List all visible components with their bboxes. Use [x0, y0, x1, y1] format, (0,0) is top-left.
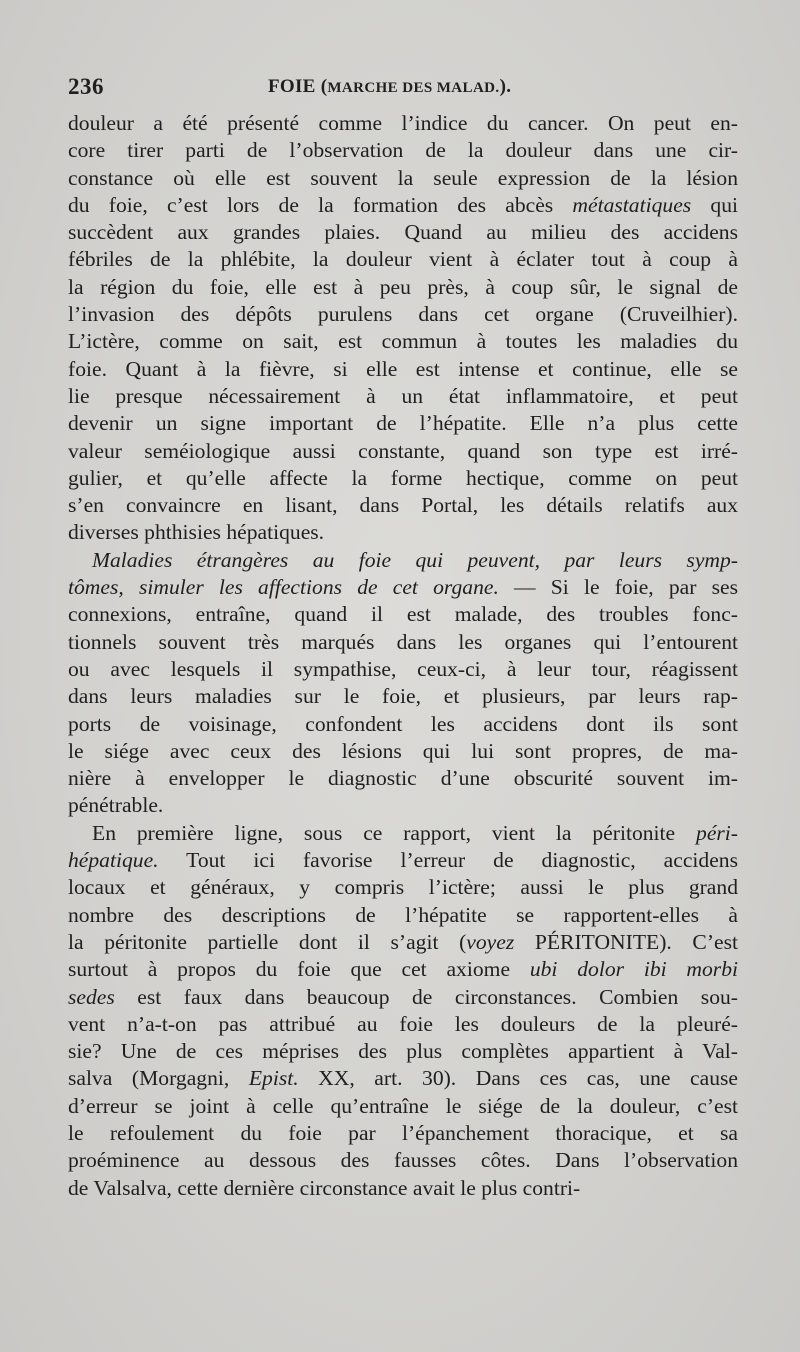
text-line: succèdent aux grandes plaies. Quand au milieu des accidens — [68, 220, 738, 245]
text-line: sie? Une de ces méprises des plus complètes appartient à Val- — [68, 1039, 738, 1064]
text-line — [68, 929, 738, 956]
running-title-paren-open: ( — [315, 76, 328, 97]
text-line: pénétrable. — [68, 793, 164, 818]
text-line: fébriles de la phlébite, la douleur vient à éclater tout à coup à — [68, 247, 738, 272]
page-number: 236 — [68, 74, 104, 99]
running-title-main: FOIE — [268, 76, 316, 97]
text-line: diverses phthisies hépatiques. — [68, 520, 325, 545]
running-title-paren-close: ). — [499, 76, 512, 97]
text-line: dans leurs maladies sur le foie, et plusieurs, par leurs rap- — [68, 684, 738, 709]
text-line — [68, 820, 738, 847]
text-line: devenir un signe important de l’hépatite. Elle n’a plus cette — [68, 411, 738, 436]
text-line — [68, 956, 738, 983]
text-segment: salva (Morgagni, — [68, 1066, 249, 1091]
page-header — [68, 74, 738, 110]
italic-text: sedes — [68, 984, 115, 1009]
text-line: valeur seméiologique aussi constante, quand son type est irré- — [68, 438, 738, 463]
text-line: l’invasion des dépôts purulens dans cet organe (Cruveilhier). — [68, 302, 738, 327]
text-segment: En première ligne, sous ce rapport, vient la péritonite — [92, 820, 697, 845]
text-line: ports de voisinage, confondent les accidens dont ils sont — [68, 711, 738, 736]
text-line: vent n’a-t-on pas attribué au foie les douleurs de la pleuré- — [68, 1011, 738, 1036]
text-line: constance où elle est souvent la seule expression de la lésion — [68, 165, 738, 190]
text-line: connexions, entraîne, quand il est malade, des troubles fonc- — [68, 602, 738, 627]
body-text — [68, 110, 738, 1202]
text-line: foie. Quant à la fièvre, si elle est intense et continue, elle se — [68, 356, 738, 381]
text-segment: du foie, c’est lors de la formation des abcès — [68, 192, 573, 217]
text-line — [68, 984, 738, 1011]
text-line: nière à envelopper le diagnostic d’une obscurité souvent im- — [68, 766, 738, 791]
running-title-sub: MARCHE DES MALAD. — [327, 80, 500, 96]
italic-text: Maladies étrangères au foie qui peuvent, par leurs symp- — [92, 547, 738, 572]
italic-text: voyez — [466, 929, 515, 954]
text-line: de Valsalva, cette dernière circonstance avait le plus contri- — [68, 1175, 581, 1200]
text-line: ou avec lesquels il sympathise, ceux-ci, à leur tour, réagissent — [68, 656, 738, 681]
text-segment: surtout à propos du foie que cet axiome — [68, 957, 530, 982]
italic-text: péri- — [696, 820, 738, 845]
text-segment: PÉRITONITE). C’est — [514, 929, 738, 954]
text-line: la région du foie, elle est à peu près, à coup sûr, le signal de — [68, 274, 738, 299]
text-line: douleur a été présenté comme l’indice du cancer. On peut en- — [68, 111, 738, 135]
text-line: s’en convaincre en lisant, dans Portal, les détails relatifs aux — [68, 493, 738, 518]
text-line — [68, 1065, 738, 1092]
text-line: locaux et généraux, y compris l’ictère; aussi le plus grand — [68, 875, 738, 900]
text-line: d’erreur se joint à celle qu’entraîne le siége de la douleur, c’est — [68, 1093, 738, 1118]
text-line: core tirer parti de l’observation de la douleur dans une cir- — [68, 138, 738, 163]
text-segment: — Si le foie, par ses — [498, 575, 739, 600]
italic-text: métastatiques — [572, 192, 692, 217]
text-segment: XX, art. 30). Dans ces cas, une cause — [298, 1066, 738, 1091]
text-line — [68, 847, 738, 874]
book-page — [68, 74, 738, 1202]
text-segment: Tout ici favorise l’erreur de diagnostic, accidens — [158, 848, 738, 873]
italic-text: hépatique. — [68, 848, 159, 873]
text-line: proéminence au dessous des fausses côtes. Dans l’observation — [68, 1148, 738, 1173]
text-line: le refoulement du foie par l’épanchement thoracique, et sa — [68, 1120, 738, 1145]
italic-text: ubi dolor ibi morbi — [529, 957, 739, 982]
text-segment: est faux dans beaucoup de circonstances. Combien sou- — [114, 984, 738, 1009]
text-line: nombre des descriptions de l’hépatite se rapportent-elles à — [68, 902, 738, 927]
text-line — [68, 192, 738, 219]
text-line — [68, 547, 738, 574]
italic-text: Epist. — [248, 1066, 299, 1091]
text-segment: qui — [691, 192, 738, 217]
text-line — [68, 574, 738, 601]
text-line: lie presque nécessairement à un état inflammatoire, et peut — [68, 383, 738, 408]
text-line: gulier, et qu’elle affecte la forme hectique, comme on peut — [68, 465, 738, 490]
text-line: L’ictère, comme on sait, est commun à toutes les maladies du — [68, 329, 738, 354]
text-line: le siége avec ceux des lésions qui lui sont propres, de ma- — [68, 738, 738, 763]
italic-text: tômes, simuler les affections de cet organe. — [68, 575, 499, 600]
text-line: tionnels souvent très marqués dans les organes qui l’entourent — [68, 629, 738, 654]
running-title — [268, 76, 511, 98]
text-segment: la péritonite partielle dont il s’agit ( — [68, 929, 467, 954]
